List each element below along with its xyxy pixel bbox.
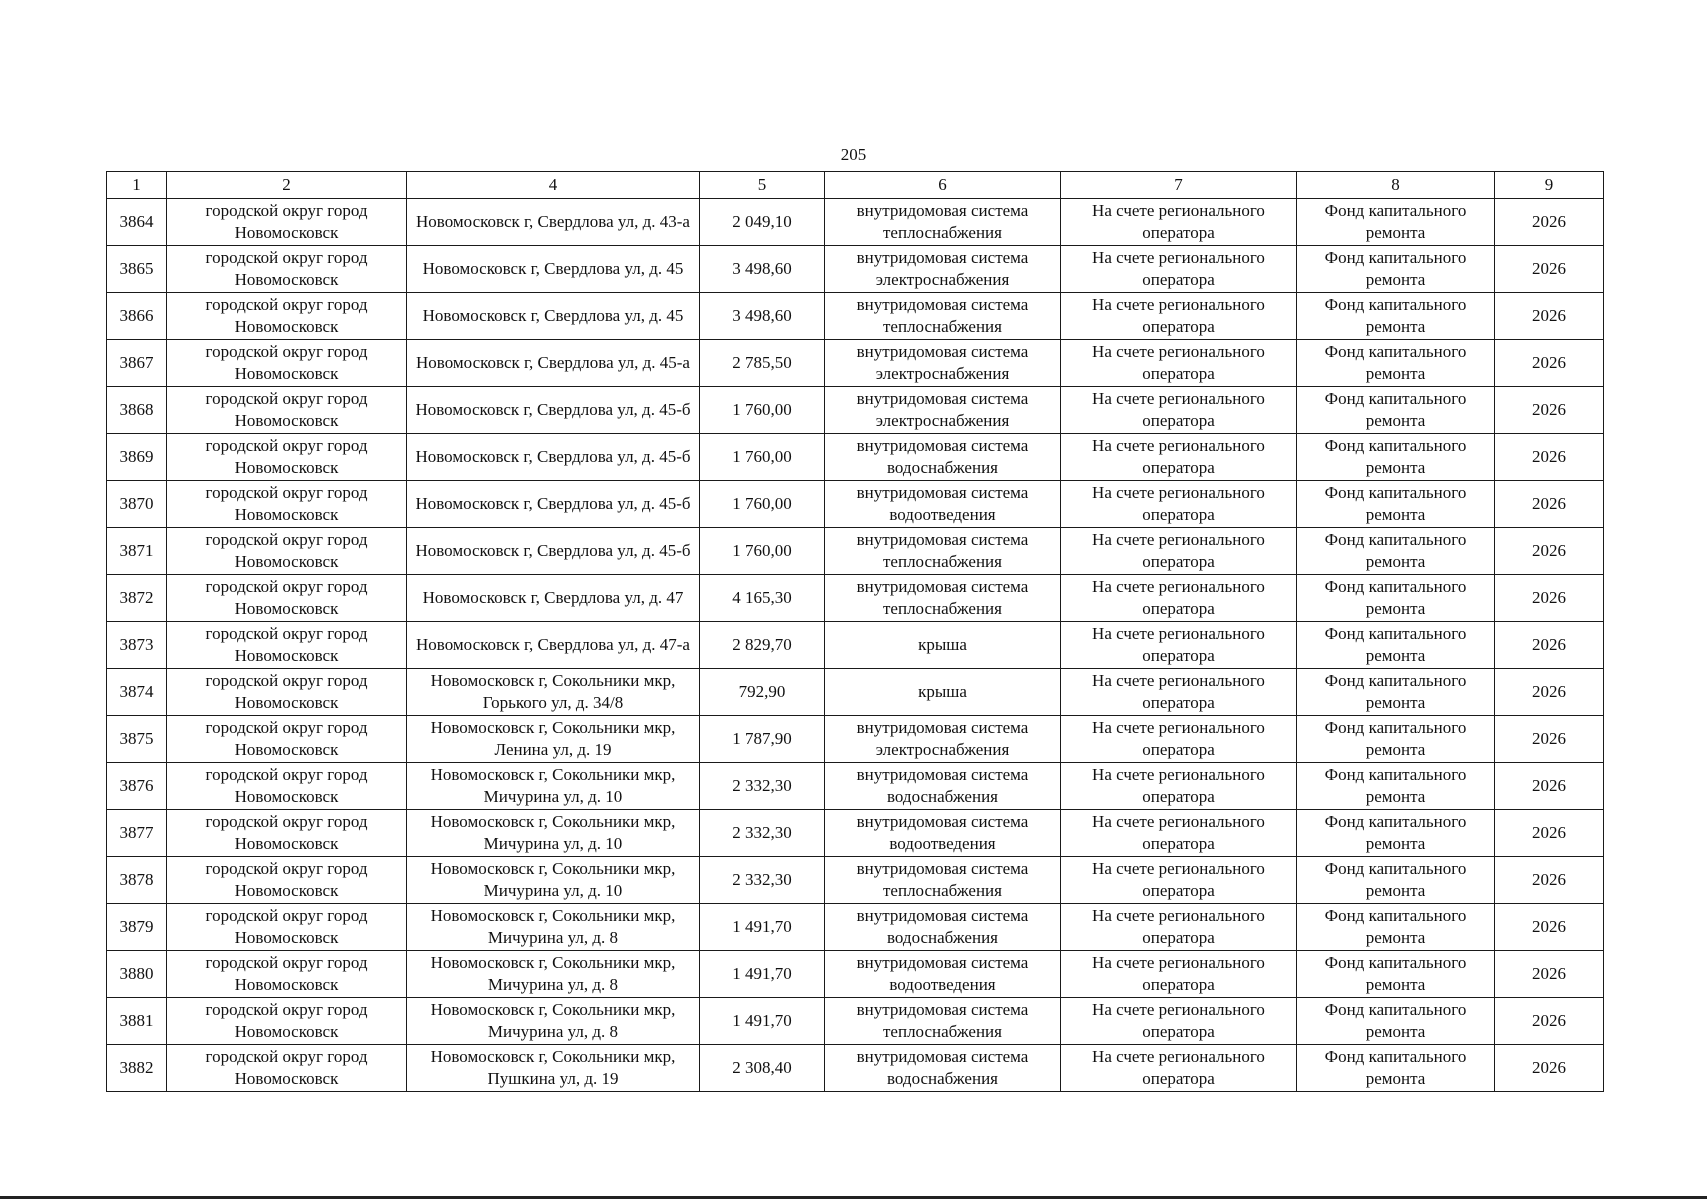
area-cell: 1 760,00 bbox=[700, 528, 825, 575]
address-cell: Новомосковск г, Свердлова ул, д. 45 bbox=[407, 293, 700, 340]
municipality-cell: городской округ город Новомосковск bbox=[167, 387, 407, 434]
municipality-cell: городской округ город Новомосковск bbox=[167, 199, 407, 246]
funding-source-cell: Фонд капитального ремонта bbox=[1297, 716, 1495, 763]
work-type-cell: внутридомовая система теплоснабжения bbox=[825, 575, 1061, 622]
funding-source-cell: Фонд капитального ремонта bbox=[1297, 246, 1495, 293]
row-number-cell: 3867 bbox=[107, 340, 167, 387]
funding-source-cell: Фонд капитального ремонта bbox=[1297, 387, 1495, 434]
row-number-cell: 3872 bbox=[107, 575, 167, 622]
account-cell: На счете регионального оператора bbox=[1061, 669, 1297, 716]
account-cell: На счете регионального оператора bbox=[1061, 904, 1297, 951]
column-header: 2 bbox=[167, 172, 407, 199]
municipality-cell: городской округ город Новомосковск bbox=[167, 669, 407, 716]
year-cell: 2026 bbox=[1495, 246, 1604, 293]
account-cell: На счете регионального оператора bbox=[1061, 481, 1297, 528]
area-cell: 1 491,70 bbox=[700, 904, 825, 951]
address-cell: Новомосковск г, Сокольники мкр, Пушкина ул, д. 19 bbox=[407, 1045, 700, 1092]
work-type-cell: внутридомовая система водоотведения bbox=[825, 810, 1061, 857]
table-header bbox=[107, 172, 1604, 199]
table-row bbox=[107, 716, 1604, 763]
row-number-cell: 3878 bbox=[107, 857, 167, 904]
table-row bbox=[107, 293, 1604, 340]
year-cell: 2026 bbox=[1495, 669, 1604, 716]
row-number-cell: 3866 bbox=[107, 293, 167, 340]
municipality-cell: городской округ город Новомосковск bbox=[167, 246, 407, 293]
column-header: 8 bbox=[1297, 172, 1495, 199]
funding-source-cell: Фонд капитального ремонта bbox=[1297, 857, 1495, 904]
funding-source-cell: Фонд капитального ремонта bbox=[1297, 1045, 1495, 1092]
work-type-cell: внутридомовая система водоснабжения bbox=[825, 904, 1061, 951]
row-number-cell: 3865 bbox=[107, 246, 167, 293]
row-number-cell: 3875 bbox=[107, 716, 167, 763]
account-cell: На счете регионального оператора bbox=[1061, 622, 1297, 669]
address-cell: Новомосковск г, Свердлова ул, д. 45-б bbox=[407, 387, 700, 434]
table-row bbox=[107, 387, 1604, 434]
area-cell: 2 332,30 bbox=[700, 763, 825, 810]
table-row bbox=[107, 528, 1604, 575]
table-row bbox=[107, 246, 1604, 293]
year-cell: 2026 bbox=[1495, 575, 1604, 622]
row-number-cell: 3870 bbox=[107, 481, 167, 528]
address-cell: Новомосковск г, Сокольники мкр, Ленина ул, д. 19 bbox=[407, 716, 700, 763]
year-cell: 2026 bbox=[1495, 387, 1604, 434]
account-cell: На счете регионального оператора bbox=[1061, 763, 1297, 810]
area-cell: 1 787,90 bbox=[700, 716, 825, 763]
municipality-cell: городской округ город Новомосковск bbox=[167, 340, 407, 387]
address-cell: Новомосковск г, Свердлова ул, д. 45-б bbox=[407, 528, 700, 575]
table-row bbox=[107, 669, 1604, 716]
funding-source-cell: Фонд капитального ремонта bbox=[1297, 622, 1495, 669]
funding-source-cell: Фонд капитального ремонта bbox=[1297, 810, 1495, 857]
year-cell: 2026 bbox=[1495, 481, 1604, 528]
year-cell: 2026 bbox=[1495, 716, 1604, 763]
funding-source-cell: Фонд капитального ремонта bbox=[1297, 575, 1495, 622]
column-header: 5 bbox=[700, 172, 825, 199]
work-type-cell: внутридомовая система водоснабжения bbox=[825, 434, 1061, 481]
work-type-cell: крыша bbox=[825, 669, 1061, 716]
funding-source-cell: Фонд капитального ремонта bbox=[1297, 293, 1495, 340]
table-row bbox=[107, 951, 1604, 998]
municipality-cell: городской округ город Новомосковск bbox=[167, 716, 407, 763]
row-number-cell: 3874 bbox=[107, 669, 167, 716]
area-cell: 2 332,30 bbox=[700, 810, 825, 857]
address-cell: Новомосковск г, Свердлова ул, д. 45 bbox=[407, 246, 700, 293]
area-cell: 1 491,70 bbox=[700, 998, 825, 1045]
account-cell: На счете регионального оператора bbox=[1061, 434, 1297, 481]
area-cell: 792,90 bbox=[700, 669, 825, 716]
work-type-cell: внутридомовая система электроснабжения bbox=[825, 387, 1061, 434]
address-cell: Новомосковск г, Сокольники мкр, Мичурина ул, д. 8 bbox=[407, 904, 700, 951]
area-cell: 2 308,40 bbox=[700, 1045, 825, 1092]
work-type-cell: внутридомовая система водоснабжения bbox=[825, 763, 1061, 810]
municipality-cell: городской округ город Новомосковск bbox=[167, 528, 407, 575]
account-cell: На счете регионального оператора bbox=[1061, 387, 1297, 434]
address-cell: Новомосковск г, Свердлова ул, д. 45-а bbox=[407, 340, 700, 387]
work-type-cell: крыша bbox=[825, 622, 1061, 669]
account-cell: На счете регионального оператора bbox=[1061, 575, 1297, 622]
table-row bbox=[107, 857, 1604, 904]
funding-source-cell: Фонд капитального ремонта bbox=[1297, 528, 1495, 575]
area-cell: 1 491,70 bbox=[700, 951, 825, 998]
address-cell: Новомосковск г, Свердлова ул, д. 47-а bbox=[407, 622, 700, 669]
table-row bbox=[107, 481, 1604, 528]
municipality-cell: городской округ город Новомосковск bbox=[167, 951, 407, 998]
year-cell: 2026 bbox=[1495, 1045, 1604, 1092]
municipality-cell: городской округ город Новомосковск bbox=[167, 904, 407, 951]
table-body bbox=[107, 199, 1604, 1092]
work-type-cell: внутридомовая система теплоснабжения bbox=[825, 857, 1061, 904]
row-number-cell: 3864 bbox=[107, 199, 167, 246]
address-cell: Новомосковск г, Сокольники мкр, Мичурина ул, д. 8 bbox=[407, 998, 700, 1045]
year-cell: 2026 bbox=[1495, 622, 1604, 669]
address-cell: Новомосковск г, Свердлова ул, д. 43-а bbox=[407, 199, 700, 246]
year-cell: 2026 bbox=[1495, 810, 1604, 857]
account-cell: На счете регионального оператора bbox=[1061, 716, 1297, 763]
table-row bbox=[107, 810, 1604, 857]
area-cell: 2 049,10 bbox=[700, 199, 825, 246]
area-cell: 4 165,30 bbox=[700, 575, 825, 622]
funding-source-cell: Фонд капитального ремонта bbox=[1297, 951, 1495, 998]
column-header: 9 bbox=[1495, 172, 1604, 199]
municipality-cell: городской округ город Новомосковск bbox=[167, 434, 407, 481]
year-cell: 2026 bbox=[1495, 763, 1604, 810]
account-cell: На счете регионального оператора bbox=[1061, 857, 1297, 904]
municipality-cell: городской округ город Новомосковск bbox=[167, 293, 407, 340]
area-cell: 1 760,00 bbox=[700, 434, 825, 481]
account-cell: На счете регионального оператора bbox=[1061, 1045, 1297, 1092]
area-cell: 3 498,60 bbox=[700, 246, 825, 293]
table-row bbox=[107, 622, 1604, 669]
funding-source-cell: Фонд капитального ремонта bbox=[1297, 904, 1495, 951]
work-type-cell: внутридомовая система водоотведения bbox=[825, 951, 1061, 998]
table-row bbox=[107, 434, 1604, 481]
work-type-cell: внутридомовая система теплоснабжения bbox=[825, 293, 1061, 340]
address-cell: Новомосковск г, Свердлова ул, д. 47 bbox=[407, 575, 700, 622]
funding-source-cell: Фонд капитального ремонта bbox=[1297, 340, 1495, 387]
header-row bbox=[107, 172, 1604, 199]
row-number-cell: 3871 bbox=[107, 528, 167, 575]
row-number-cell: 3869 bbox=[107, 434, 167, 481]
area-cell: 1 760,00 bbox=[700, 387, 825, 434]
bottom-divider bbox=[0, 1196, 1707, 1199]
row-number-cell: 3879 bbox=[107, 904, 167, 951]
work-type-cell: внутридомовая система теплоснабжения bbox=[825, 199, 1061, 246]
municipality-cell: городской округ город Новомосковск bbox=[167, 575, 407, 622]
municipality-cell: городской округ город Новомосковск bbox=[167, 810, 407, 857]
column-header: 7 bbox=[1061, 172, 1297, 199]
municipality-cell: городской округ город Новомосковск bbox=[167, 481, 407, 528]
table-row bbox=[107, 1045, 1604, 1092]
year-cell: 2026 bbox=[1495, 951, 1604, 998]
column-header: 6 bbox=[825, 172, 1061, 199]
municipality-cell: городской округ город Новомосковск bbox=[167, 763, 407, 810]
year-cell: 2026 bbox=[1495, 199, 1604, 246]
row-number-cell: 3880 bbox=[107, 951, 167, 998]
funding-source-cell: Фонд капитального ремонта bbox=[1297, 481, 1495, 528]
municipality-cell: городской округ город Новомосковск bbox=[167, 1045, 407, 1092]
row-number-cell: 3876 bbox=[107, 763, 167, 810]
account-cell: На счете регионального оператора bbox=[1061, 951, 1297, 998]
column-header: 4 bbox=[407, 172, 700, 199]
area-cell: 1 760,00 bbox=[700, 481, 825, 528]
column-header: 1 bbox=[107, 172, 167, 199]
account-cell: На счете регионального оператора bbox=[1061, 293, 1297, 340]
row-number-cell: 3868 bbox=[107, 387, 167, 434]
work-type-cell: внутридомовая система теплоснабжения bbox=[825, 528, 1061, 575]
account-cell: На счете регионального оператора bbox=[1061, 998, 1297, 1045]
address-cell: Новомосковск г, Сокольники мкр, Мичурина ул, д. 10 bbox=[407, 810, 700, 857]
funding-source-cell: Фонд капитального ремонта bbox=[1297, 434, 1495, 481]
account-cell: На счете регионального оператора bbox=[1061, 528, 1297, 575]
year-cell: 2026 bbox=[1495, 857, 1604, 904]
year-cell: 2026 bbox=[1495, 998, 1604, 1045]
address-cell: Новомосковск г, Свердлова ул, д. 45-б bbox=[407, 434, 700, 481]
table-row bbox=[107, 998, 1604, 1045]
funding-source-cell: Фонд капитального ремонта bbox=[1297, 199, 1495, 246]
account-cell: На счете регионального оператора bbox=[1061, 199, 1297, 246]
address-cell: Новомосковск г, Сокольники мкр, Мичурина ул, д. 10 bbox=[407, 763, 700, 810]
municipality-cell: городской округ город Новомосковск bbox=[167, 998, 407, 1045]
account-cell: На счете регионального оператора bbox=[1061, 246, 1297, 293]
area-cell: 2 332,30 bbox=[700, 857, 825, 904]
work-type-cell: внутридомовая система водоотведения bbox=[825, 481, 1061, 528]
row-number-cell: 3877 bbox=[107, 810, 167, 857]
row-number-cell: 3881 bbox=[107, 998, 167, 1045]
municipality-cell: городской округ город Новомосковск bbox=[167, 857, 407, 904]
address-cell: Новомосковск г, Сокольники мкр, Мичурина ул, д. 10 bbox=[407, 857, 700, 904]
year-cell: 2026 bbox=[1495, 434, 1604, 481]
work-type-cell: внутридомовая система электроснабжения bbox=[825, 716, 1061, 763]
year-cell: 2026 bbox=[1495, 340, 1604, 387]
account-cell: На счете регионального оператора bbox=[1061, 340, 1297, 387]
area-cell: 2 829,70 bbox=[700, 622, 825, 669]
table-row bbox=[107, 763, 1604, 810]
table-row bbox=[107, 575, 1604, 622]
row-number-cell: 3882 bbox=[107, 1045, 167, 1092]
address-cell: Новомосковск г, Сокольники мкр, Горького ул, д. 34/8 bbox=[407, 669, 700, 716]
work-type-cell: внутридомовая система водоснабжения bbox=[825, 1045, 1061, 1092]
address-cell: Новомосковск г, Сокольники мкр, Мичурина ул, д. 8 bbox=[407, 951, 700, 998]
funding-source-cell: Фонд капитального ремонта bbox=[1297, 669, 1495, 716]
municipality-cell: городской округ город Новомосковск bbox=[167, 622, 407, 669]
year-cell: 2026 bbox=[1495, 904, 1604, 951]
area-cell: 3 498,60 bbox=[700, 293, 825, 340]
account-cell: На счете регионального оператора bbox=[1061, 810, 1297, 857]
year-cell: 2026 bbox=[1495, 528, 1604, 575]
address-cell: Новомосковск г, Свердлова ул, д. 45-б bbox=[407, 481, 700, 528]
row-number-cell: 3873 bbox=[107, 622, 167, 669]
table-row bbox=[107, 340, 1604, 387]
funding-source-cell: Фонд капитального ремонта bbox=[1297, 998, 1495, 1045]
funding-source-cell: Фонд капитального ремонта bbox=[1297, 763, 1495, 810]
work-type-cell: внутридомовая система электроснабжения bbox=[825, 246, 1061, 293]
work-type-cell: внутридомовая система электроснабжения bbox=[825, 340, 1061, 387]
work-type-cell: внутридомовая система теплоснабжения bbox=[825, 998, 1061, 1045]
area-cell: 2 785,50 bbox=[700, 340, 825, 387]
registry-table bbox=[106, 171, 1604, 1092]
page-number: 205 bbox=[840, 145, 867, 164]
table-row bbox=[107, 904, 1604, 951]
year-cell: 2026 bbox=[1495, 293, 1604, 340]
table-row bbox=[107, 199, 1604, 246]
